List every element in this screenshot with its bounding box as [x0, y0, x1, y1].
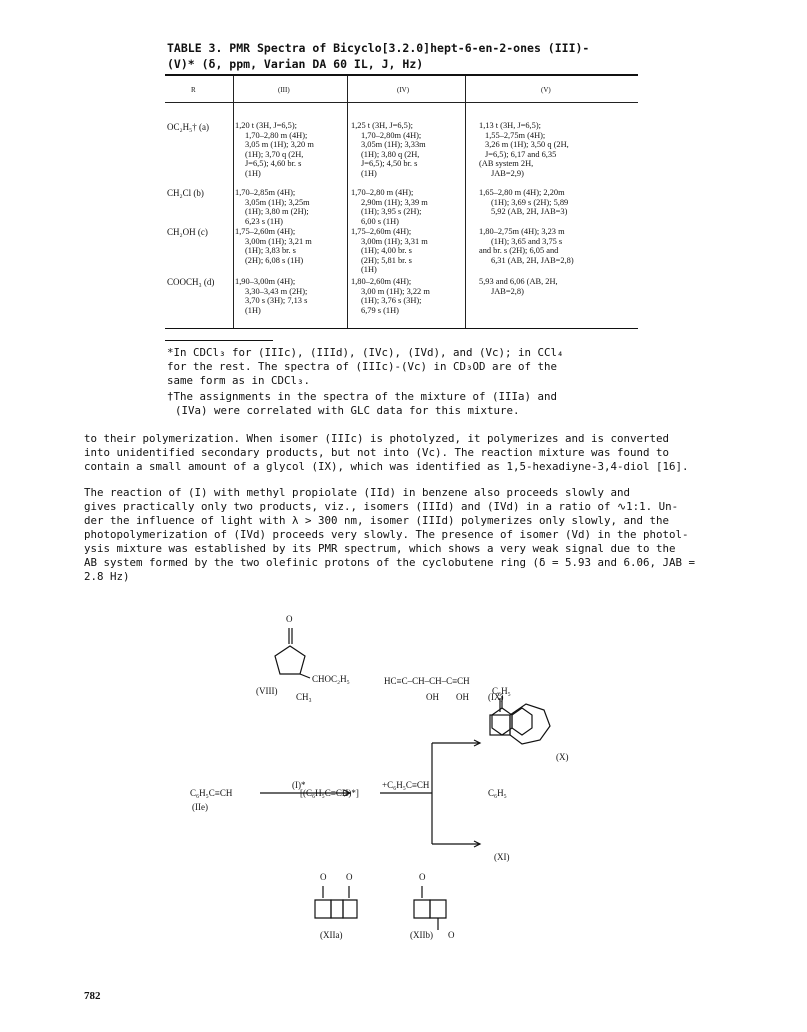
xi-ring-1 [492, 708, 512, 735]
x-label: (X) [556, 752, 569, 762]
x-phenyl: C₆H₅ [492, 686, 511, 696]
scheme-drawing [0, 600, 807, 950]
viii-substituent-bond [300, 674, 310, 678]
table-column-divider [347, 76, 348, 328]
xiib-oxygen-top: O [419, 872, 426, 882]
arrow-1-label: (I)* [292, 780, 306, 790]
table-column-divider [465, 76, 466, 328]
xiia-ring-3 [343, 900, 357, 918]
xi-phenyl: C₆H₅ [488, 788, 507, 798]
table-column-divider [233, 76, 234, 328]
pmr-spectra-table [165, 74, 638, 329]
ix-label: (IX) [488, 692, 504, 702]
cell-v-d: 5,93 and 6,06 (AB, 2H, JAB=2,8) [479, 277, 558, 296]
viii-oxygen: O [286, 614, 293, 624]
xiib-ring-2 [430, 900, 446, 918]
xi-label: (XI) [494, 852, 510, 862]
viii-ring [275, 646, 305, 674]
cell-v-a: 1,13 t (3H, J=6,5); 1,55–2,75m (4H); 3,26 m (1H); 3,50 q (2H, J=6,5); 6,17 and 6,35 (AB system 2H, JAB=2,9) [479, 121, 569, 178]
reactant-label: (IIe) [192, 802, 208, 812]
row-label-d: COOCH₃ (d) [167, 277, 215, 287]
cell-iii-b: 1,70–2,85m (4H); 3,05m (1H); 3,25m (1H); 3,80 m (2H); 6,23 s (1H) [235, 188, 310, 226]
ix-oh-1: OH [426, 692, 439, 702]
row-label-b: CH₂Cl (b) [167, 188, 204, 198]
caption-line-2: (V)* (δ, ppm, Varian DA 60 IL, J, Hz) [167, 57, 424, 71]
ix-oh-2: OH [456, 692, 469, 702]
viii-methyl: CH₃ [296, 692, 312, 702]
cell-iv-c: 1,75–2,60m (4H); 3,00m (1H); 3,31 m (1H); 4,00 br. s (2H); 5,81 br. s (1H) [351, 227, 428, 275]
xiia-label: (XIIa) [320, 930, 343, 940]
footnote-rule [165, 340, 273, 341]
cell-v-b: 1,65–2,80 m (4H); 2,20m (1H); 3,69 s (2H); 5,89 5,92 (AB, 2H, JAB=3) [479, 188, 569, 217]
ix-formula: HC≡C–CH–CH–C≡CH [384, 676, 470, 686]
cell-iv-b: 1,70–2,80 m (4H); 2,90m (1H); 3,39 m (1H); 3,95 s (2H); 6,00 s (1H) [351, 188, 428, 226]
xiia-oxygen-1: O [320, 872, 327, 882]
cell-iii-c: 1,75–2,60m (4H); 3,00m (1H); 3,21 m (1H); 3,83 br. s (2H); 6,08 s (1H) [235, 227, 312, 265]
caption-line-1: TABLE 3. PMR Spectra of Bicyclo[3.2.0]hept-6-en-2-ones (III)- [167, 41, 590, 55]
header-v: (V) [541, 86, 551, 94]
xiia-ring-1 [315, 900, 331, 918]
xiia-ring-2 [331, 900, 343, 918]
viii-label: (VIII) [256, 686, 278, 696]
excited-intermediate: [(C₆H₅C≡CH)*] [300, 788, 359, 798]
reaction-scheme [0, 600, 807, 950]
arrow-2-label: +C₆H₅C≡CH [382, 780, 430, 790]
row-label-c: CH₂OH (c) [167, 227, 208, 237]
header-iv: (IV) [397, 86, 410, 94]
header-rule [165, 102, 638, 103]
table-caption [167, 40, 637, 72]
footnote-dagger: †The assignments in the spectra of the mixture of (IIIa) and (IVa) were correlated with GLC data for this mixture. [167, 390, 558, 417]
cell-iii-a: 1,20 t (3H, J=6,5); 1,70–2,80 m (4H); 3,05 m (1H); 3,20 m (1H); 3,70 q (2H, J=6,5); 4,60 br. s (1H) [235, 121, 314, 178]
xiib-oxygen-bottom: O [448, 930, 455, 940]
paragraph-2: The reaction of (I) with methyl propiolate (IId) in benzene also proceeds slowly and gives practically only two products, viz., isomers (IIId) and (IVd) in a ratio of ∿1:1. Un- der the influence of light with λ > 300 nm, isomer (IIId) polymerizes only slowly, and the photopolymerization of (IVd) proceeds very slowly. The presence of isomer (Vd) in the photol- ysis mixture was established by its PMR spectrum, which shows a very weak signal due to the AB system formed by the two olefinic protons of the cyclobutene ring (δ = 5.93 and 6.06, JAB = 2.8 Hz) [84, 486, 696, 583]
page-number: 782 [84, 990, 101, 1002]
header-r: R [191, 86, 196, 94]
cell-iv-a: 1,25 t (3H, J=6,5); 1,70–2,80m (4H); 3,05m (1H); 3,33m (1H); 3,80 q (2H, J=6,5); 4,50 br. s (1H) [351, 121, 426, 178]
header-iii: (III) [278, 86, 290, 94]
footnote-star: *In CDCl₃ for (IIIc), (IIId), (IVc), (IVd), and (Vc); in CCl₄ for the rest. The spectra of (IIIc)-(Vc) in CD₃OD are of the same form as in CDCl₃. [167, 346, 564, 387]
reactant-phenylacetylene: C₆H₅C≡CH [190, 788, 233, 798]
xiib-label: (XIIb) [410, 930, 433, 940]
row-label-a: OC₂H₅† (a) [167, 122, 210, 132]
paragraph-1: to their polymerization. When isomer (IIIc) is photolyzed, it polymerizes and is converted into unidentified secondary products, but not into (Vc). The reaction mixture was found to contain a small amount of a glycol (IX), which was identified as 1,5-hexadiyne-3,4-diol [16]. [84, 432, 689, 473]
xiia-oxygen-2: O [346, 872, 353, 882]
cell-v-c: 1,80–2,75m (4H); 3,23 m (1H); 3,65 and 3,75 s and br. s (2H); 6,05 and 6,31 (AB, 2H, JAB=2,8) [479, 227, 574, 265]
viii-substituent: CHOC₂H₅ [312, 674, 350, 684]
xiib-ring-1 [414, 900, 430, 918]
cell-iii-d: 1,90–3,00m (4H); 3,30–3,43 m (2H); 3,70 s (3H); 7,13 s (1H) [235, 277, 308, 315]
cell-iv-d: 1,80–2,60m (4H); 3,00 m (1H); 3,22 m (1H); 3,76 s (3H); 6,79 s (1H) [351, 277, 430, 315]
x-seven-ring [510, 704, 550, 744]
